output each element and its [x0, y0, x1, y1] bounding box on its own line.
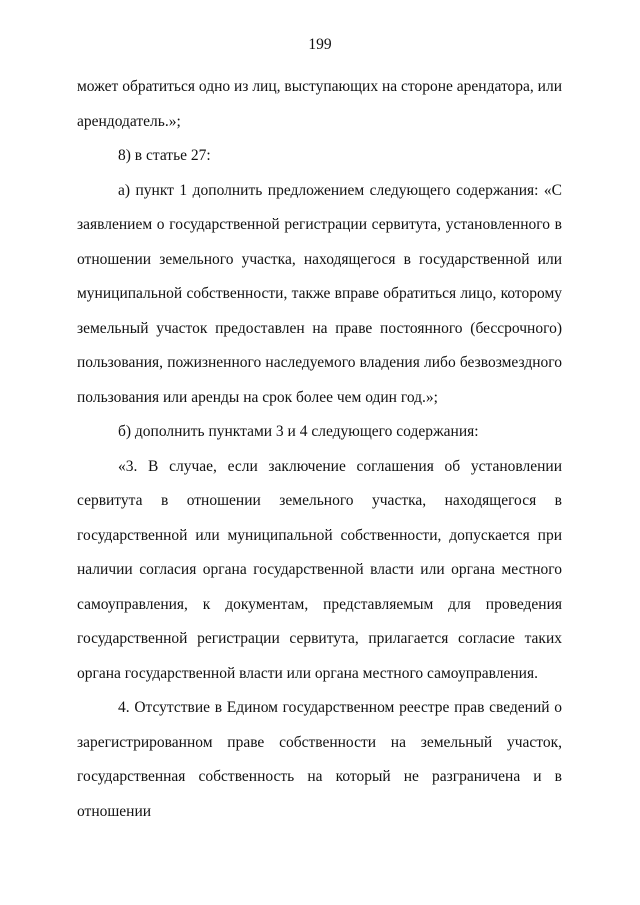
paragraph-item-8: 8) в статье 27:	[118, 147, 211, 164]
paragraph-subitem-b: б) дополнить пунктами 3 и 4 следующего содержания:	[118, 423, 479, 440]
document-body	[77, 70, 562, 829]
paragraph-subitem-a: а) пункт 1 дополнить предложением следующего содержания: «С заявлением о государственной регистрации сервитута, установленного в отношении земельного участка, находящегося в государственной или муниципальной собственности, также вправе обратиться лицо, которому земельный участок предоставлен на праве постоянного (бессрочного) пользования, пожизненного наследуемого владения либо безвозмездного пользования или аренды на срок более чем один год.»;	[77, 181, 562, 406]
paragraph-clause-3: «3. В случае, если заключение соглашения об установлении сервитута в отношении земельного участка, находящегося в государственной или муниципальной собственности, допускается при наличии согласия органа государственной власти или органа местного самоуправления, к документам, представляемым для проведения государственной регистрации сервитута, прилагается согласие таких органа государственной власти или органа местного самоуправления.	[77, 457, 562, 682]
paragraph-continuation: может обратиться одно из лиц, выступающих на стороне арендатора, или арендодатель.»;	[77, 78, 562, 130]
page-number: 199	[308, 36, 332, 53]
paragraph-clause-4: 4. Отсутствие в Едином государственном реестре прав сведений о зарегистрированном праве собственности на земельный участок, государственная собственность на который не разграничена и в отношении	[77, 699, 562, 820]
